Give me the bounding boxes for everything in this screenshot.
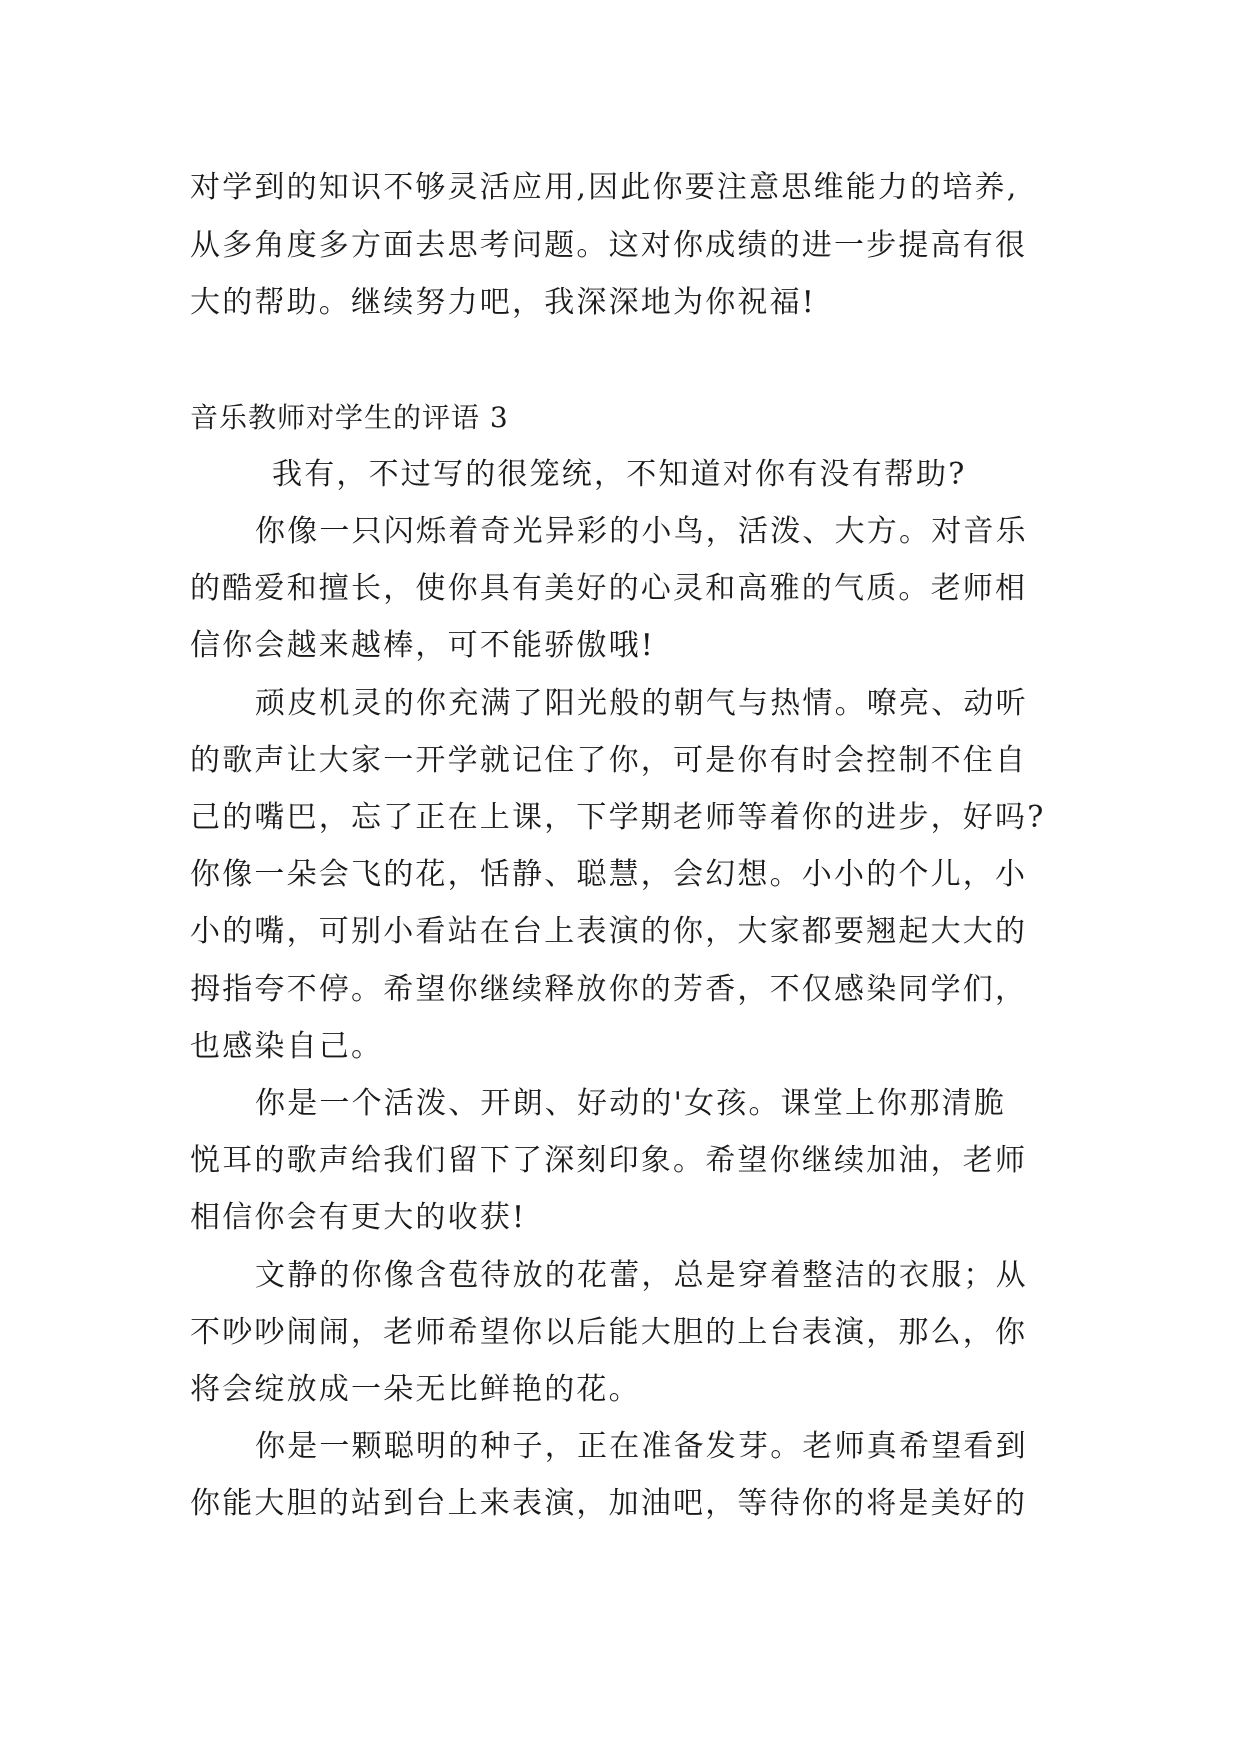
text-line: 你能大胆的站到台上来表演，加油吧，等待你的将是美好的 [190,1486,1028,1521]
text-line: 小的嘴，可别小看站在台上表演的你，大家都要翘起大大的 [190,914,1028,949]
text-line: 的酷爱和擅长，使你具有美好的心灵和高雅的气质。老师相 [190,571,1028,606]
text-line: 己的嘴巴，忘了正在上课，下学期老师等着你的进步，好吗? [190,800,1046,835]
paragraph-first-line: 你是一个活泼、开朗、好动的'女孩。课堂上你那清脆 [255,1086,1007,1121]
text-line: 对学到的知识不够灵活应用,因此你要注意思维能力的培养, [190,170,1019,205]
section-heading: 音乐教师对学生的评语 3 [190,401,509,434]
text-line: 的歌声让大家一开学就记住了你，可是你有时会控制不住自 [190,743,1028,778]
text-line: 相信你会有更大的收获! [190,1200,527,1235]
text-line: 拇指夸不停。希望你继续释放你的芳香，不仅感染同学们， [190,972,1028,1007]
text-line: 大的帮助。继续努力吧，我深深地为你祝福! [190,285,817,320]
text-line: 信你会越来越棒，可不能骄傲哦! [190,628,656,663]
text-line: 你像一朵会飞的花，恬静、聪慧，会幻想。小小的个儿，小 [190,857,1028,892]
text-line: 悦耳的歌声给我们留下了深刻印象。希望你继续加油，老师 [190,1143,1028,1178]
text-line: 我有，不过写的很笼统，不知道对你有没有帮助? [272,457,967,492]
text-line: 也感染自己。 [190,1029,384,1064]
paragraph-first-line: 你像一只闪烁着奇光异彩的小鸟，活泼、大方。对音乐 [255,514,1028,549]
text-line: 不吵吵闹闹，老师希望你以后能大胆的上台表演，那么，你 [190,1315,1028,1350]
text-line: 从多角度多方面去思考问题。这对你成绩的进一步提高有很 [190,228,1028,263]
paragraph-first-line: 你是一颗聪明的种子，正在准备发芽。老师真希望看到 [255,1429,1028,1464]
paragraph-first-line: 顽皮机灵的你充满了阳光般的朝气与热情。嘹亮、动听 [255,686,1028,721]
text-line: 将会绽放成一朵无比鲜艳的花。 [190,1372,641,1407]
paragraph-first-line: 文静的你像含苞待放的花蕾，总是穿着整洁的衣服；从 [255,1258,1028,1293]
